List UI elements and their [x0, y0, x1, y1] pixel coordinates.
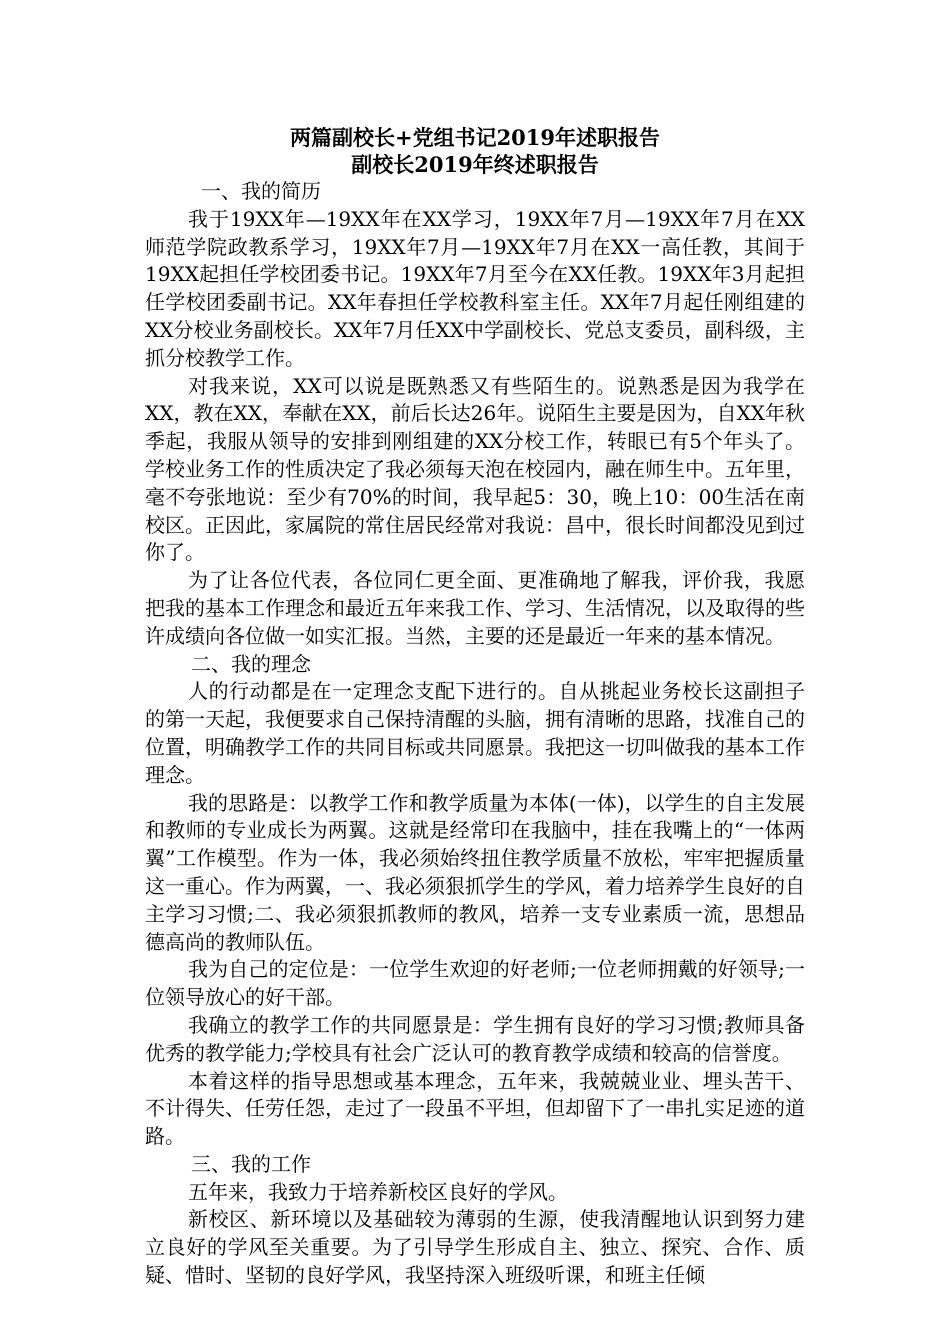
paragraph: 五年来，我致力于培养新校区良好的学风。 — [188, 1179, 568, 1204]
paragraph: 我的思路是：以教学工作和教学质量为本体(一体)，以学生的自主发展和教师的专业成长为两翼。这就是经常印在我脑中，挂在我嘴上的“一体两翼”工作模型。作为一体，我必须始终扭住教学质量不放松，牢牢把握质量这一重心。作为两翼，一、我必须狠抓学生的学风，着力培养学生良好的自主学习习惯;二、我必须狠抓教师的教风，培养一支专业素质一流，思想品德高尚的教师队伍。 — [145, 790, 805, 954]
document-body — [145, 124, 805, 1290]
section-heading-resume: 一、我的简历 — [201, 179, 321, 203]
paragraph: 为了让各位代表，各位同仁更全面、更准确地了解我，评价我，我愿把我的基本工作理念和最近五年来我工作、学习、生活情况，以及取得的些许成绩向各位做一如实汇报。当然，主要的还是最近一年来的基本情况。 — [145, 568, 805, 648]
paragraph: 新校区、新环境以及基础较为薄弱的生源，使我清醒地认识到努力建立良好的学风至关重要。为了引导学生形成自主、独立、探究、合作、质疑、惜时、坚韧的良好学风，我坚持深入班级听课，和班主任倾 — [145, 1207, 805, 1288]
section-heading-work: 三、我的工作 — [191, 1151, 311, 1176]
paragraph: 我为自己的定位是：一位学生欢迎的好老师;一位老师拥戴的好领导;一位领导放心的好干部。 — [145, 957, 805, 1010]
document-title: 两篇副校长+党组书记2019年述职报告 — [289, 125, 661, 150]
paragraph: 人的行动都是在一定理念支配下进行的。自从挑起业务校长这副担子的第一天起，我便要求自己保持清醒的头脑，拥有清晰的思路，找准自己的位置，明确教学工作的共同目标或共同愿景。我把这一切叫做我的基本工作理念。 — [145, 679, 805, 787]
paragraph: 本着这样的指导思想或基本理念，五年来，我兢兢业业、埋头苦干、不计得失、任劳任怨，走过了一段虽不平坦，但却留下了一串扎实足迹的道路。 — [145, 1068, 805, 1149]
paragraph: 对我来说，XX可以说是既熟悉又有些陌生的。说熟悉是因为我学在XX，教在XX，奉献在XX，前后长达26年。说陌生主要是因为，自XX年秋季起，我服从领导的安排到刚组建的XX分校工作，转眼已有5个年头了。学校业务工作的性质决定了我必须每天泡在校园内，融在师生中。五年里，毫不夸张地说：至少有70%的时间，我早起5：30，晚上10：00生活在南校区。正因此，家属院的常住居民经常对我说：昌中，很长时间都没见到过你了。 — [145, 373, 805, 565]
paragraph: 我于19XX年—19XX年在XX学习，19XX年7月—19XX年7月在XX师范学院政教系学习，19XX年7月—19XX年7月在XX一高任教，其间于19XX起担任学校团委书记。19XX年7月至今在XX任教。19XX年3月起担任学校团委副书记。XX年春担任学校教科室主任。XX年7月起任刚组建的XX分校业务副校长。XX年7月任XX中学副校长、党总支委员，副科级，主抓分校教学工作。 — [145, 206, 805, 370]
section-heading-philosophy: 二、我的理念 — [191, 651, 311, 676]
document-subtitle: 副校长2019年终述职报告 — [351, 152, 599, 177]
paragraph: 我确立的教学工作的共同愿景是：学生拥有良好的学习习惯;教师具备优秀的教学能力;学校具有社会广泛认可的教育教学成绩和较高的信誉度。 — [145, 1012, 805, 1065]
